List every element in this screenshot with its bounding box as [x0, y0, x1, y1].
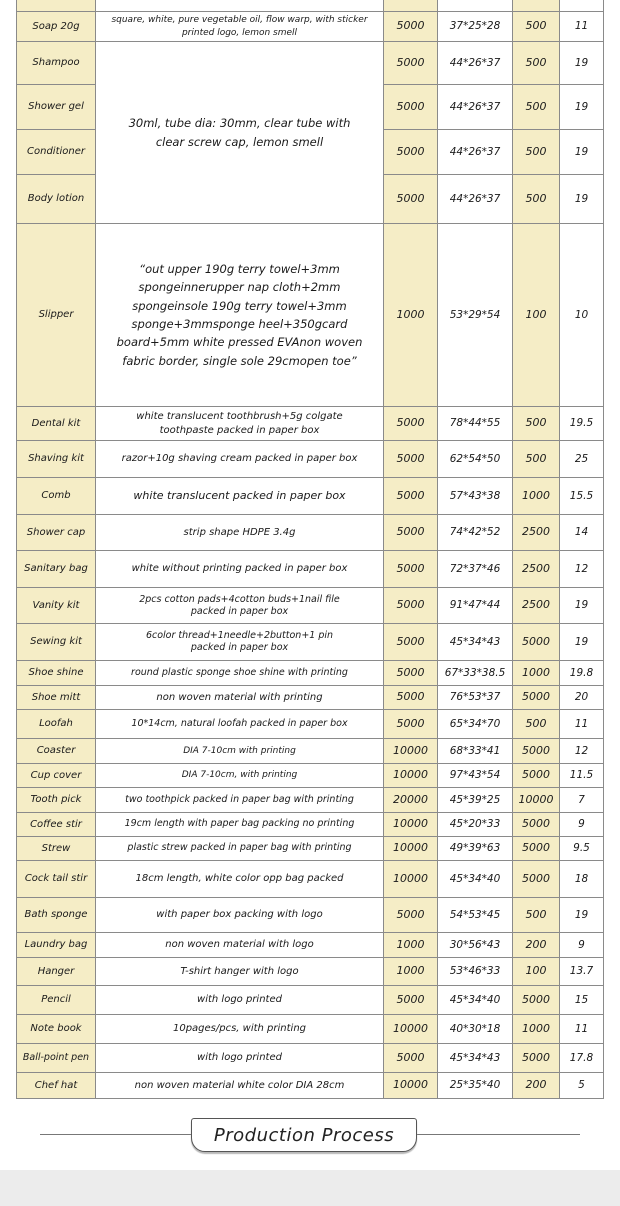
- table-row: [17, 739, 604, 764]
- min-order: 500: [513, 85, 560, 130]
- carton-size: 30*56*43: [438, 933, 513, 958]
- product-description: non woven material with logo: [96, 933, 384, 958]
- table-row: [17, 0, 604, 12]
- quantity: 5000: [384, 130, 438, 175]
- product-name: Note book: [17, 1015, 96, 1044]
- table-row: [17, 407, 604, 441]
- table-row: [17, 686, 604, 710]
- quantity: 5000: [384, 12, 438, 42]
- min-order: 2500: [513, 551, 560, 588]
- carton-size: 45*34*43: [438, 1044, 513, 1073]
- quantity: 10000: [384, 813, 438, 837]
- product-name: Sanitary bag: [17, 551, 96, 588]
- carton-size: 45*34*43: [438, 624, 513, 661]
- min-order: 200: [513, 933, 560, 958]
- quantity: 5000: [384, 1044, 438, 1073]
- carton-size: 67*33*38.5: [438, 661, 513, 686]
- product-name: Shoe mitt: [17, 686, 96, 710]
- product-description: T-shirt hanger with logo: [96, 958, 384, 986]
- carton-size: 97*43*54: [438, 764, 513, 788]
- weight: 12: [560, 739, 604, 764]
- min-order: 5000: [513, 764, 560, 788]
- quantity: 10000: [384, 764, 438, 788]
- carton-size: 74*42*52: [438, 515, 513, 551]
- product-description: non woven material white color DIA 28cm: [96, 1073, 384, 1099]
- product-name: Ball-point pen: [17, 1044, 96, 1073]
- table-row: [17, 1015, 604, 1044]
- quantity: 10000: [384, 1015, 438, 1044]
- quantity: 5000: [384, 85, 438, 130]
- min-order: 5000: [513, 837, 560, 861]
- min-order: 500: [513, 175, 560, 224]
- carton-size: 37*25*28: [438, 12, 513, 42]
- carton-size: 45*34*40: [438, 986, 513, 1015]
- min-order: 500: [513, 441, 560, 478]
- product-name: Pencil: [17, 986, 96, 1015]
- quantity: 1000: [384, 958, 438, 986]
- table-row: [17, 441, 604, 478]
- table-row: [17, 710, 604, 739]
- min-order: 2500: [513, 515, 560, 551]
- product-name: Tooth pick: [17, 788, 96, 813]
- quantity: 5000: [384, 175, 438, 224]
- product-description: strip shape HDPE 3.4g: [96, 515, 384, 551]
- table-row: [17, 861, 604, 898]
- product-description: plastic strew packed in paper bag with printing: [96, 837, 384, 861]
- weight: 9: [560, 933, 604, 958]
- carton-size: 57*43*38: [438, 478, 513, 515]
- min-order: 200: [513, 1073, 560, 1099]
- table-row: [17, 12, 604, 42]
- weight: 19: [560, 130, 604, 175]
- product-description: 2pcs cotton pads+4cotton buds+1nail file packed in paper box: [96, 588, 384, 624]
- product-name: Bath sponge: [17, 898, 96, 933]
- product-name: Chef hat: [17, 1073, 96, 1099]
- carton-size: 40*30*18: [438, 1015, 513, 1044]
- weight: 9.5: [560, 837, 604, 861]
- weight: 15.5: [560, 478, 604, 515]
- min-order: 500: [513, 130, 560, 175]
- weight: 25: [560, 441, 604, 478]
- weight: 19.8: [560, 661, 604, 686]
- product-description: DIA 7-10cm with printing: [96, 739, 384, 764]
- carton-size: 49*39*63: [438, 837, 513, 861]
- product-name: Coaster: [17, 739, 96, 764]
- weight: 18: [560, 861, 604, 898]
- carton-size: 25*35*40: [438, 1073, 513, 1099]
- carton-size: 54*53*45: [438, 898, 513, 933]
- quantity: 1000: [384, 933, 438, 958]
- table-row: [17, 1073, 604, 1099]
- weight: 5: [560, 1073, 604, 1099]
- carton-size: 53*29*54: [438, 224, 513, 407]
- section-title-production-process: Production Process: [191, 1118, 417, 1152]
- quantity: 5000: [384, 441, 438, 478]
- table-row: [17, 624, 604, 661]
- min-order: 5000: [513, 624, 560, 661]
- min-order: 1000: [513, 1015, 560, 1044]
- quantity: 10000: [384, 739, 438, 764]
- min-order: 5000: [513, 686, 560, 710]
- product-description: “out upper 190g terry towel+3mm spongeinnerupper nap cloth+2mm spongeinsole 190g terry towel+3mm sponge+3mmsponge heel+350gcard board+5mm white pressed EVAnon woven fabric border, single sole 29cmopen toe”: [96, 224, 384, 407]
- product-name: Slipper: [17, 224, 96, 407]
- carton-size: 72*37*46: [438, 551, 513, 588]
- product-description: 19cm length with paper bag packing no printing: [96, 813, 384, 837]
- min-order: 500: [513, 898, 560, 933]
- min-order: 1000: [513, 478, 560, 515]
- product-description: white translucent packed in paper box: [96, 478, 384, 515]
- table-row: [17, 42, 604, 85]
- table-row: [17, 898, 604, 933]
- product-description: 10*14cm, natural loofah packed in paper box: [96, 710, 384, 739]
- weight: 19.5: [560, 407, 604, 441]
- min-order: 10000: [513, 788, 560, 813]
- weight: 20: [560, 686, 604, 710]
- weight: 11: [560, 12, 604, 42]
- carton-size: 45*20*33: [438, 813, 513, 837]
- weight: 12: [560, 551, 604, 588]
- product-name: Dental kit: [17, 407, 96, 441]
- carton-size: 62*54*50: [438, 441, 513, 478]
- product-name: Sewing kit: [17, 624, 96, 661]
- section-divider-left: [40, 1134, 192, 1135]
- product-name: Shaving kit: [17, 441, 96, 478]
- quantity: 10000: [384, 837, 438, 861]
- table-row: [17, 551, 604, 588]
- weight: 11.5: [560, 764, 604, 788]
- product-spec-table: [16, 0, 604, 1099]
- carton-size: 68*33*41: [438, 739, 513, 764]
- carton-size: 53*46*33: [438, 958, 513, 986]
- quantity: 10000: [384, 861, 438, 898]
- quantity: 10000: [384, 1073, 438, 1099]
- product-name: Loofah: [17, 710, 96, 739]
- product-name: Cock tail stir: [17, 861, 96, 898]
- min-order: 100: [513, 224, 560, 407]
- weight: 10: [560, 224, 604, 407]
- product-name: Shoe shine: [17, 661, 96, 686]
- quantity: 5000: [384, 478, 438, 515]
- quantity: 5000: [384, 686, 438, 710]
- product-name: Comb: [17, 478, 96, 515]
- min-order: 5000: [513, 986, 560, 1015]
- carton-size: 91*47*44: [438, 588, 513, 624]
- product-name: Coffee stir: [17, 813, 96, 837]
- min-order: 5000: [513, 861, 560, 898]
- table-row: [17, 224, 604, 407]
- product-description: white without printing packed in paper box: [96, 551, 384, 588]
- quantity: 1000: [384, 224, 438, 407]
- table-row: [17, 478, 604, 515]
- shared-bottle-description: 30ml, tube dia: 30mm, clear tube with clear screw cap, lemon smell: [96, 42, 384, 224]
- weight: 9: [560, 813, 604, 837]
- carton-size: 44*26*37: [438, 130, 513, 175]
- product-description: two toothpick packed in paper bag with printing: [96, 788, 384, 813]
- carton-size: 76*53*37: [438, 686, 513, 710]
- weight: 19: [560, 175, 604, 224]
- product-name: Vanity kit: [17, 588, 96, 624]
- weight: 11: [560, 710, 604, 739]
- min-order: 100: [513, 958, 560, 986]
- product-description: square, white, pure vegetable oil, flow warp, with sticker printed logo, lemon smell: [96, 12, 384, 42]
- quantity: 20000: [384, 788, 438, 813]
- footer-band: [0, 1170, 620, 1206]
- product-name: Cup cover: [17, 764, 96, 788]
- table-row: [17, 1044, 604, 1073]
- product-description: 6color thread+1needle+2button+1 pin packed in paper box: [96, 624, 384, 661]
- min-order: 5000: [513, 739, 560, 764]
- table-row: [17, 837, 604, 861]
- product-description: white translucent toothbrush+5g colgate toothpaste packed in paper box: [96, 407, 384, 441]
- carton-size: 44*26*37: [438, 42, 513, 85]
- product-name: Hanger: [17, 958, 96, 986]
- carton-size: 45*39*25: [438, 788, 513, 813]
- carton-size: 65*34*70: [438, 710, 513, 739]
- product-description: non woven material with printing: [96, 686, 384, 710]
- product-description: DIA 7-10cm, with printing: [96, 764, 384, 788]
- min-order: 2500: [513, 588, 560, 624]
- weight: 11: [560, 1015, 604, 1044]
- table-row: [17, 764, 604, 788]
- product-description: with paper box packing with logo: [96, 898, 384, 933]
- product-description: 10pages/pcs, with printing: [96, 1015, 384, 1044]
- table-row: [17, 788, 604, 813]
- quantity: 5000: [384, 515, 438, 551]
- weight: 14: [560, 515, 604, 551]
- section-divider-right: [414, 1134, 580, 1135]
- weight: 19: [560, 42, 604, 85]
- carton-size: 45*34*40: [438, 861, 513, 898]
- product-name: Conditioner: [17, 130, 96, 175]
- table-row: [17, 958, 604, 986]
- product-description: with logo printed: [96, 1044, 384, 1073]
- quantity: 5000: [384, 551, 438, 588]
- weight: 13.7: [560, 958, 604, 986]
- weight: 17.8: [560, 1044, 604, 1073]
- product-description: razor+10g shaving cream packed in paper box: [96, 441, 384, 478]
- table-row: [17, 933, 604, 958]
- weight: 15: [560, 986, 604, 1015]
- carton-size: 44*26*37: [438, 175, 513, 224]
- table-row: [17, 986, 604, 1015]
- table-row: [17, 661, 604, 686]
- table-row: [17, 813, 604, 837]
- min-order: 1000: [513, 661, 560, 686]
- weight: 19: [560, 85, 604, 130]
- product-description: round plastic sponge shoe shine with printing: [96, 661, 384, 686]
- product-name: Shower cap: [17, 515, 96, 551]
- min-order: 500: [513, 710, 560, 739]
- min-order: 5000: [513, 1044, 560, 1073]
- carton-size: 44*26*37: [438, 85, 513, 130]
- quantity: 5000: [384, 986, 438, 1015]
- quantity: 5000: [384, 661, 438, 686]
- product-name: Shower gel: [17, 85, 96, 130]
- weight: 7: [560, 788, 604, 813]
- product-name: Soap 20g: [17, 12, 96, 42]
- product-name: Body lotion: [17, 175, 96, 224]
- quantity: 5000: [384, 42, 438, 85]
- min-order: 500: [513, 407, 560, 441]
- min-order: 5000: [513, 813, 560, 837]
- product-name: Laundry bag: [17, 933, 96, 958]
- quantity: 5000: [384, 624, 438, 661]
- product-name: Shampoo: [17, 42, 96, 85]
- quantity: 5000: [384, 710, 438, 739]
- quantity: 5000: [384, 407, 438, 441]
- min-order: 500: [513, 12, 560, 42]
- min-order: 500: [513, 42, 560, 85]
- product-description: 18cm length, white color opp bag packed: [96, 861, 384, 898]
- weight: 19: [560, 588, 604, 624]
- product-description: with logo printed: [96, 986, 384, 1015]
- weight: 19: [560, 898, 604, 933]
- table-row: [17, 515, 604, 551]
- quantity: 5000: [384, 588, 438, 624]
- weight: 19: [560, 624, 604, 661]
- quantity: 5000: [384, 898, 438, 933]
- product-name: Strew: [17, 837, 96, 861]
- carton-size: 78*44*55: [438, 407, 513, 441]
- table-row: [17, 588, 604, 624]
